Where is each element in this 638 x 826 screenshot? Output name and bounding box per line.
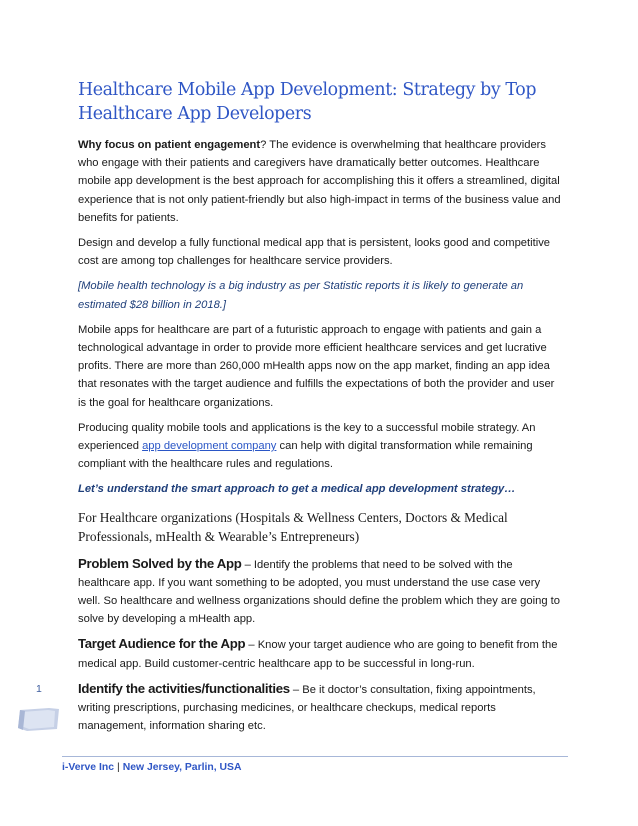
intro-paragraph — [78, 136, 564, 227]
target-audience-heading: Target Audience for the App — [78, 636, 246, 652]
futuristic-paragraph: Mobile apps for healthcare are part of a futuristic approach to engage with patients and gain a technological advantage in order to provide more efficient healthcare services and get lucrative profits. There are more than 260,000 mHealth apps now on the app market, finding an app idea that resonates with the target audience and fulfills the expectations of both the provider and user is the goal for healthcare organizations. — [78, 323, 555, 409]
footer-separator: | — [116, 762, 120, 773]
activities-text: – Be it doctor’s consultation, fixing appointments, writing prescriptions, purchasing medicines, or healthcare checkups, medical reports management, information sharing etc. — [78, 683, 536, 733]
footer-company: i-Verve Inc — [62, 762, 114, 773]
footer-location: New Jersey, Parlin, USA — [122, 762, 242, 773]
organizations-subheading: For Healthcare organizations (Hospitals & Wellness Centers, Doctors & Medical Professionals, mHealth & Wearable’s Entrepreneurs) — [78, 509, 508, 544]
section-target-audience — [78, 635, 564, 672]
app-development-company-link[interactable]: app development company — [142, 440, 277, 453]
quality-paragraph — [78, 419, 564, 474]
intro-text: ? The evidence is overwhelming that healthcare providers who engage with their patients and caregivers have dramatically better outcomes. Healthcare mobile app development is the best approach for accomplishing this it offers a streamlined, digital experience that is not only patient-friendly but also high-impact in terms of the business value and benefits for patients. — [78, 139, 561, 224]
page-ribbon-icon — [17, 706, 61, 732]
activities-heading: Identify the activities/functionalities — [78, 680, 290, 696]
quality-text-before: Producing quality mobile tools and applications is the key to a successful mobile strategy. An experienced — [78, 421, 536, 453]
document-body — [78, 78, 564, 742]
problem-solved-text: – Identify the problems that need to be solved with the healthcare app. If you want something to be adopted, you must understand the use case very well. So healthcare and wellness organizations should define the problem which they are going to solve by developing a mHealth app. — [78, 558, 560, 626]
intro-bold-lead: Why focus on patient engagement — [78, 139, 261, 151]
quality-text-after: can help with digital transformation while remaining compliant with the healthcare rules and regulations. — [78, 440, 533, 471]
footer — [62, 762, 241, 773]
document-title: Healthcare Mobile App Development: Strategy by Top Healthcare App Developers — [78, 80, 537, 124]
page-number: 1 — [36, 683, 42, 695]
section-activities — [78, 680, 564, 736]
target-audience-text: – Know your target audience who are going to benefit from the medical app. Build customer-centric healthcare app to be successful in long-run. — [78, 639, 558, 670]
problem-solved-heading: Problem Solved by the App — [78, 555, 242, 571]
strategy-lead: Let’s understand the smart approach to get a medical app development strategy… — [78, 483, 516, 496]
section-problem-solved — [78, 555, 564, 629]
footer-divider — [62, 756, 568, 757]
statistic-quote: [Mobile health technology is a big industry as per Statistic reports it is likely to generate an estimated $28 billion in 2018.] — [78, 280, 524, 311]
design-paragraph: Design and develop a fully functional medical app that is persistent, looks good and competitive cost are among top challenges for healthcare service providers. — [78, 237, 551, 268]
